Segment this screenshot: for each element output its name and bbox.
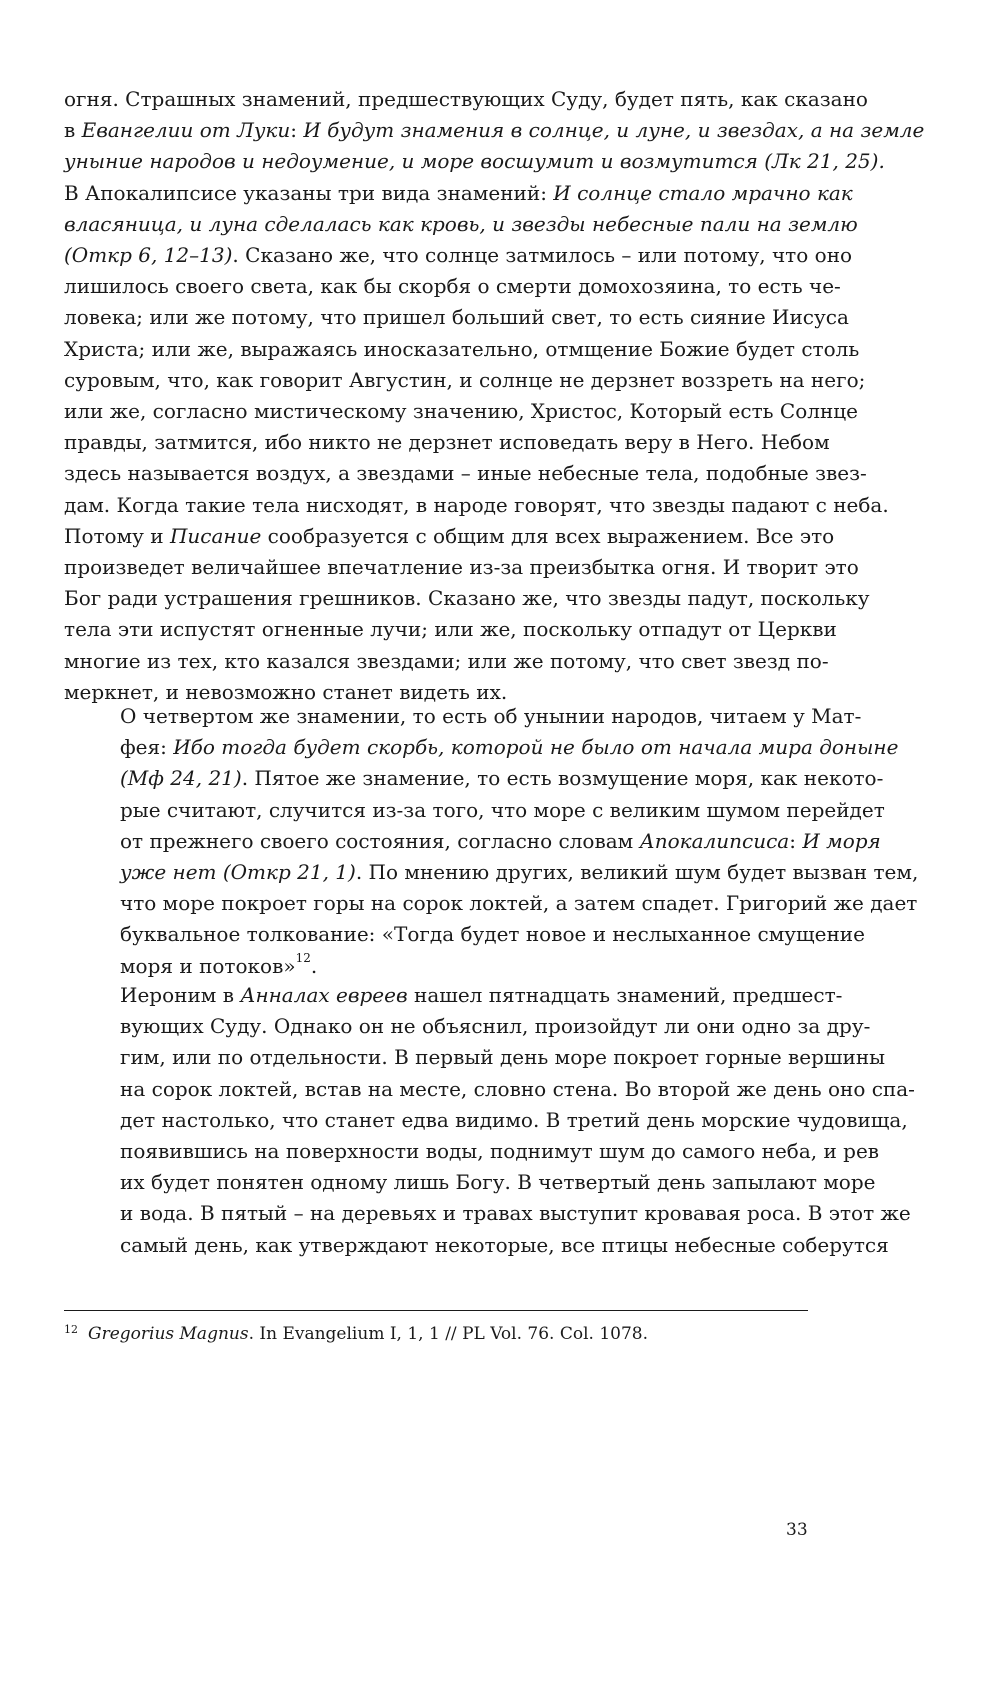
text-run: О четвертом же знамении, то есть об унынии народов, читаем у Мат- [120, 704, 862, 728]
text-run: дет настолько, что станет едва видимо. В третий день морские чудовища, [120, 1107, 908, 1132]
text-line [64, 701, 862, 732]
text-run: вующих Суду. Однако он не объяснил, произойдут ли они одно за дру- [120, 1014, 871, 1039]
text-run: и вода. В пятый – на деревьях и травах выступит кровавая роса. В этот же [120, 1201, 911, 1226]
text-line [64, 795, 885, 826]
text-line [64, 552, 859, 583]
text-run: буквальное толкование: «Тогда будет новое и неслыханное смущение [120, 922, 865, 947]
text-line [64, 209, 858, 240]
italic-text: уже нет (Откр 21, 1) [120, 860, 356, 885]
footnote-number: 12 [64, 1323, 78, 1336]
text-line [64, 396, 858, 427]
italic-text: Евангелии от Луки [81, 118, 291, 143]
paragraph-3 [64, 980, 915, 1261]
text-line [64, 888, 918, 919]
italic-text: Апокалипсиса [639, 828, 790, 853]
italic-text: (Мф 24, 21) [120, 766, 242, 791]
text-run: . Сказано же, что солнце затмилось – или потому, что оно [232, 243, 853, 268]
text-line [64, 271, 841, 302]
paragraph-2 [64, 701, 919, 982]
footnote [64, 1322, 808, 1348]
text-run: . Пятое же знамение, то есть возмущение моря, как некото- [241, 766, 884, 791]
footnote-citation: . In Evangelium I, 1, 1 // PL Vol. 76. Col. 1078. [248, 1324, 648, 1344]
text-line [64, 1074, 915, 1105]
text-run: дам. Когда такие тела нисходят, в народе говорят, что звезды падают с неба. [64, 492, 889, 517]
text-run: . По мнению других, великий шум будет вызван тем, [355, 860, 919, 885]
text-run: что море покроет горы на сорок локтей, а затем спадет. Григорий же дает [120, 891, 918, 916]
text-run: Иероним в [120, 983, 241, 1007]
text-line [64, 646, 829, 677]
text-line [64, 1167, 876, 1198]
italic-text: И моря [802, 828, 881, 853]
paragraph-body [64, 980, 915, 1261]
text-run: лишилось своего света, как бы скорбя о смерти домохозяина, то есть че- [64, 274, 841, 299]
text-run: произведет величайшее впечатление из-за преизбытка огня. И творит это [64, 555, 859, 580]
text-run: ловека; или же потому, что пришел больший свет, то есть сияние Иисуса [64, 305, 849, 330]
text-run: огня. Страшных знамений, предшествующих Суду, будет пять, как сказано [64, 87, 868, 111]
text-line [64, 178, 853, 209]
text-line [64, 240, 853, 271]
text-line [64, 84, 868, 115]
text-line [64, 583, 870, 614]
text-run: Бог ради устрашения грешников. Сказано же, что звезды падут, поскольку [64, 586, 870, 611]
text-run: гим, или по отдельности. В первый день море покроет горные вершины [120, 1045, 886, 1070]
text-line [64, 1136, 880, 1167]
text-run: В Апокалипсисе указаны три вида знамений: [64, 180, 554, 205]
text-line [64, 614, 837, 645]
footnote-author: Gregorius Magnus [88, 1324, 249, 1344]
text-line [64, 365, 866, 396]
text-line [64, 115, 925, 146]
text-run: в [64, 118, 82, 143]
italic-text: Писание [169, 523, 262, 548]
text-line [64, 302, 849, 333]
text-run: : [789, 828, 803, 853]
paragraph-body [64, 701, 919, 982]
paragraph-body [64, 84, 925, 708]
text-line [64, 919, 865, 950]
text-line [64, 334, 860, 365]
page-number: 33 [786, 1520, 808, 1540]
text-run: рые считают, случится из-за того, что море с великим шумом перейдет [120, 797, 885, 822]
italic-text: уныние народов и недоумение, и море восшумит и возмутится (Лк 21, 25). [64, 149, 885, 174]
footnote-divider [64, 1310, 808, 1311]
text-run: Потому и [64, 523, 170, 548]
italic-text: И солнце стало мрачно как [553, 180, 853, 205]
text-line [64, 427, 830, 458]
italic-text: (Откр 6, 12–13) [64, 243, 233, 268]
text-run: или же, согласно мистическому значению, Христос, Который есть Солнце [64, 399, 858, 424]
text-line [64, 1011, 871, 1042]
text-run: их будет понятен одному лишь Богу. В четвертый день запылают море [120, 1170, 876, 1195]
text-run: суровым, что, как говорит Августин, и солнце не дерзнет воззреть на него; [64, 367, 866, 392]
text-run: тела эти испустят огненные лучи; или же, поскольку отпадут от Церкви [64, 617, 837, 642]
text-line [64, 980, 843, 1011]
text-line [64, 1042, 886, 1073]
text-run: здесь называется воздух, а звездами – иные небесные тела, подобные звез- [64, 461, 867, 486]
paragraph-1 [64, 84, 925, 708]
text-run: на сорок локтей, встав на месте, словно стена. Во второй же день оно спа- [120, 1076, 915, 1101]
text-line [64, 1198, 911, 1229]
italic-text: И будут знамения в солнце, и луне, и звездах, а на земле [303, 118, 925, 143]
text-run: меркнет, и невозможно станет видеть их. [64, 679, 508, 704]
text-line [64, 521, 835, 552]
text-run: моря и потоков» [120, 953, 296, 978]
text-line [64, 146, 885, 177]
text-run: от прежнего своего состояния, согласно словам [120, 828, 640, 853]
italic-text: власяница, и луна сделалась как кровь, и звезды небесные пали на землю [64, 211, 858, 236]
text-run: : [290, 118, 304, 143]
text-line [64, 490, 889, 521]
text-line [64, 732, 899, 763]
text-line [64, 826, 881, 857]
text-run: . [310, 953, 318, 978]
text-run: Христа; или же, выражаясь иносказательно, отмщение Божие будет столь [64, 336, 860, 361]
text-line [64, 458, 867, 489]
footnote-reference: 12 [295, 950, 311, 965]
text-line [64, 763, 884, 794]
text-run: нашел пятнадцать знамений, предшест- [407, 983, 843, 1007]
text-run: появившись на поверхности воды, поднимут шум до самого неба, и рев [120, 1139, 880, 1164]
text-run: фея: [120, 735, 174, 760]
text-run: сообразуется с общим для всех выражением. Все это [261, 523, 835, 548]
italic-text: Ибо тогда будет скорбь, которой не было от начала мира доныне [173, 735, 899, 760]
text-run: правды, затмится, ибо никто не дерзнет исповедать веру в Него. Небом [64, 430, 830, 455]
text-run: самый день, как утверждают некоторые, все птицы небесные соберутся [120, 1232, 889, 1257]
text-run: многие из тех, кто казался звездами; или же потому, что свет звезд по- [64, 648, 829, 673]
text-line [64, 1230, 889, 1261]
italic-text: Анналах евреев [240, 983, 408, 1007]
text-line [64, 951, 808, 982]
text-line [64, 1105, 908, 1136]
text-line [64, 857, 919, 888]
